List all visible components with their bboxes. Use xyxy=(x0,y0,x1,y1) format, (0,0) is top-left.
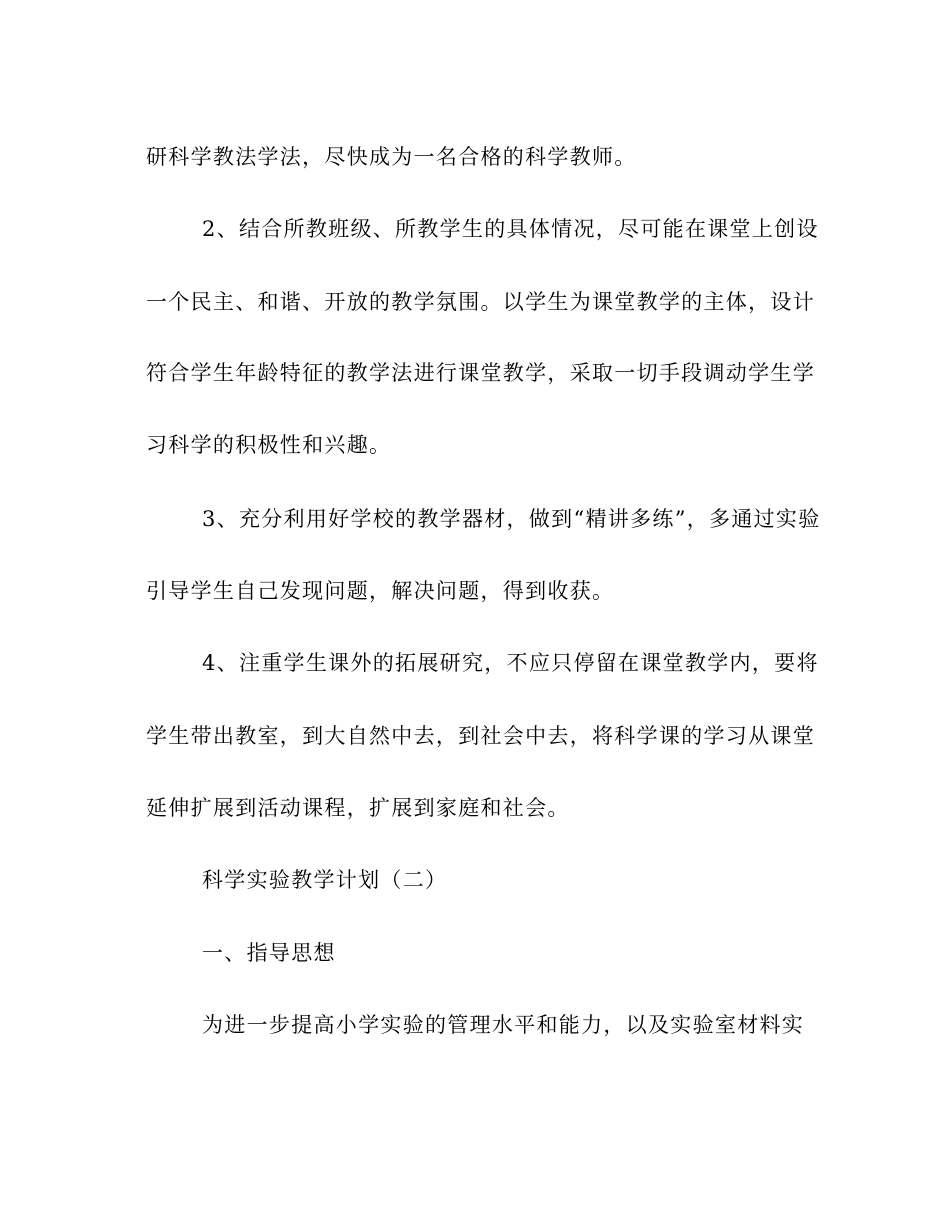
text-line: 学生带出教室，到大自然中去，到社会中去，将科学课的学习从课堂 xyxy=(146,724,815,748)
section-title: 科学实验教学计划（二） xyxy=(202,868,448,892)
text-line: 延伸扩展到活动课程，扩展到家庭和社会。 xyxy=(146,796,570,820)
section-heading: 一、指导思想 xyxy=(202,941,336,965)
paragraph-item-4-start: 4、注重学生课外的拓展研究，不应只停留在课堂教学内，要将 xyxy=(202,651,819,675)
paragraph-item-3-start: 3、充分利用好学校的教学器材，做到“精讲多练”，多通过实验 xyxy=(202,507,821,531)
text-line: 研科学教法学法，尽快成为一名合格的科学教师。 xyxy=(146,145,637,169)
text-line: 习科学的积极性和兴趣。 xyxy=(146,433,392,457)
text-line: 符合学生年龄特征的教学法进行课堂教学，采取一切手段调动学生学 xyxy=(146,361,815,385)
paragraph-item-2-start: 2、结合所教班级、所教学生的具体情况，尽可能在课堂上创设 xyxy=(202,217,819,241)
text-line: 一个民主、和谐、开放的教学氛围。以学生为课堂教学的主体，设计 xyxy=(146,290,815,314)
text-line: 引导学生自己发现问题，解决问题，得到收获。 xyxy=(146,579,615,603)
paragraph-start: 为进一步提高小学实验的管理水平和能力，以及实验室材料实 xyxy=(202,1013,805,1037)
